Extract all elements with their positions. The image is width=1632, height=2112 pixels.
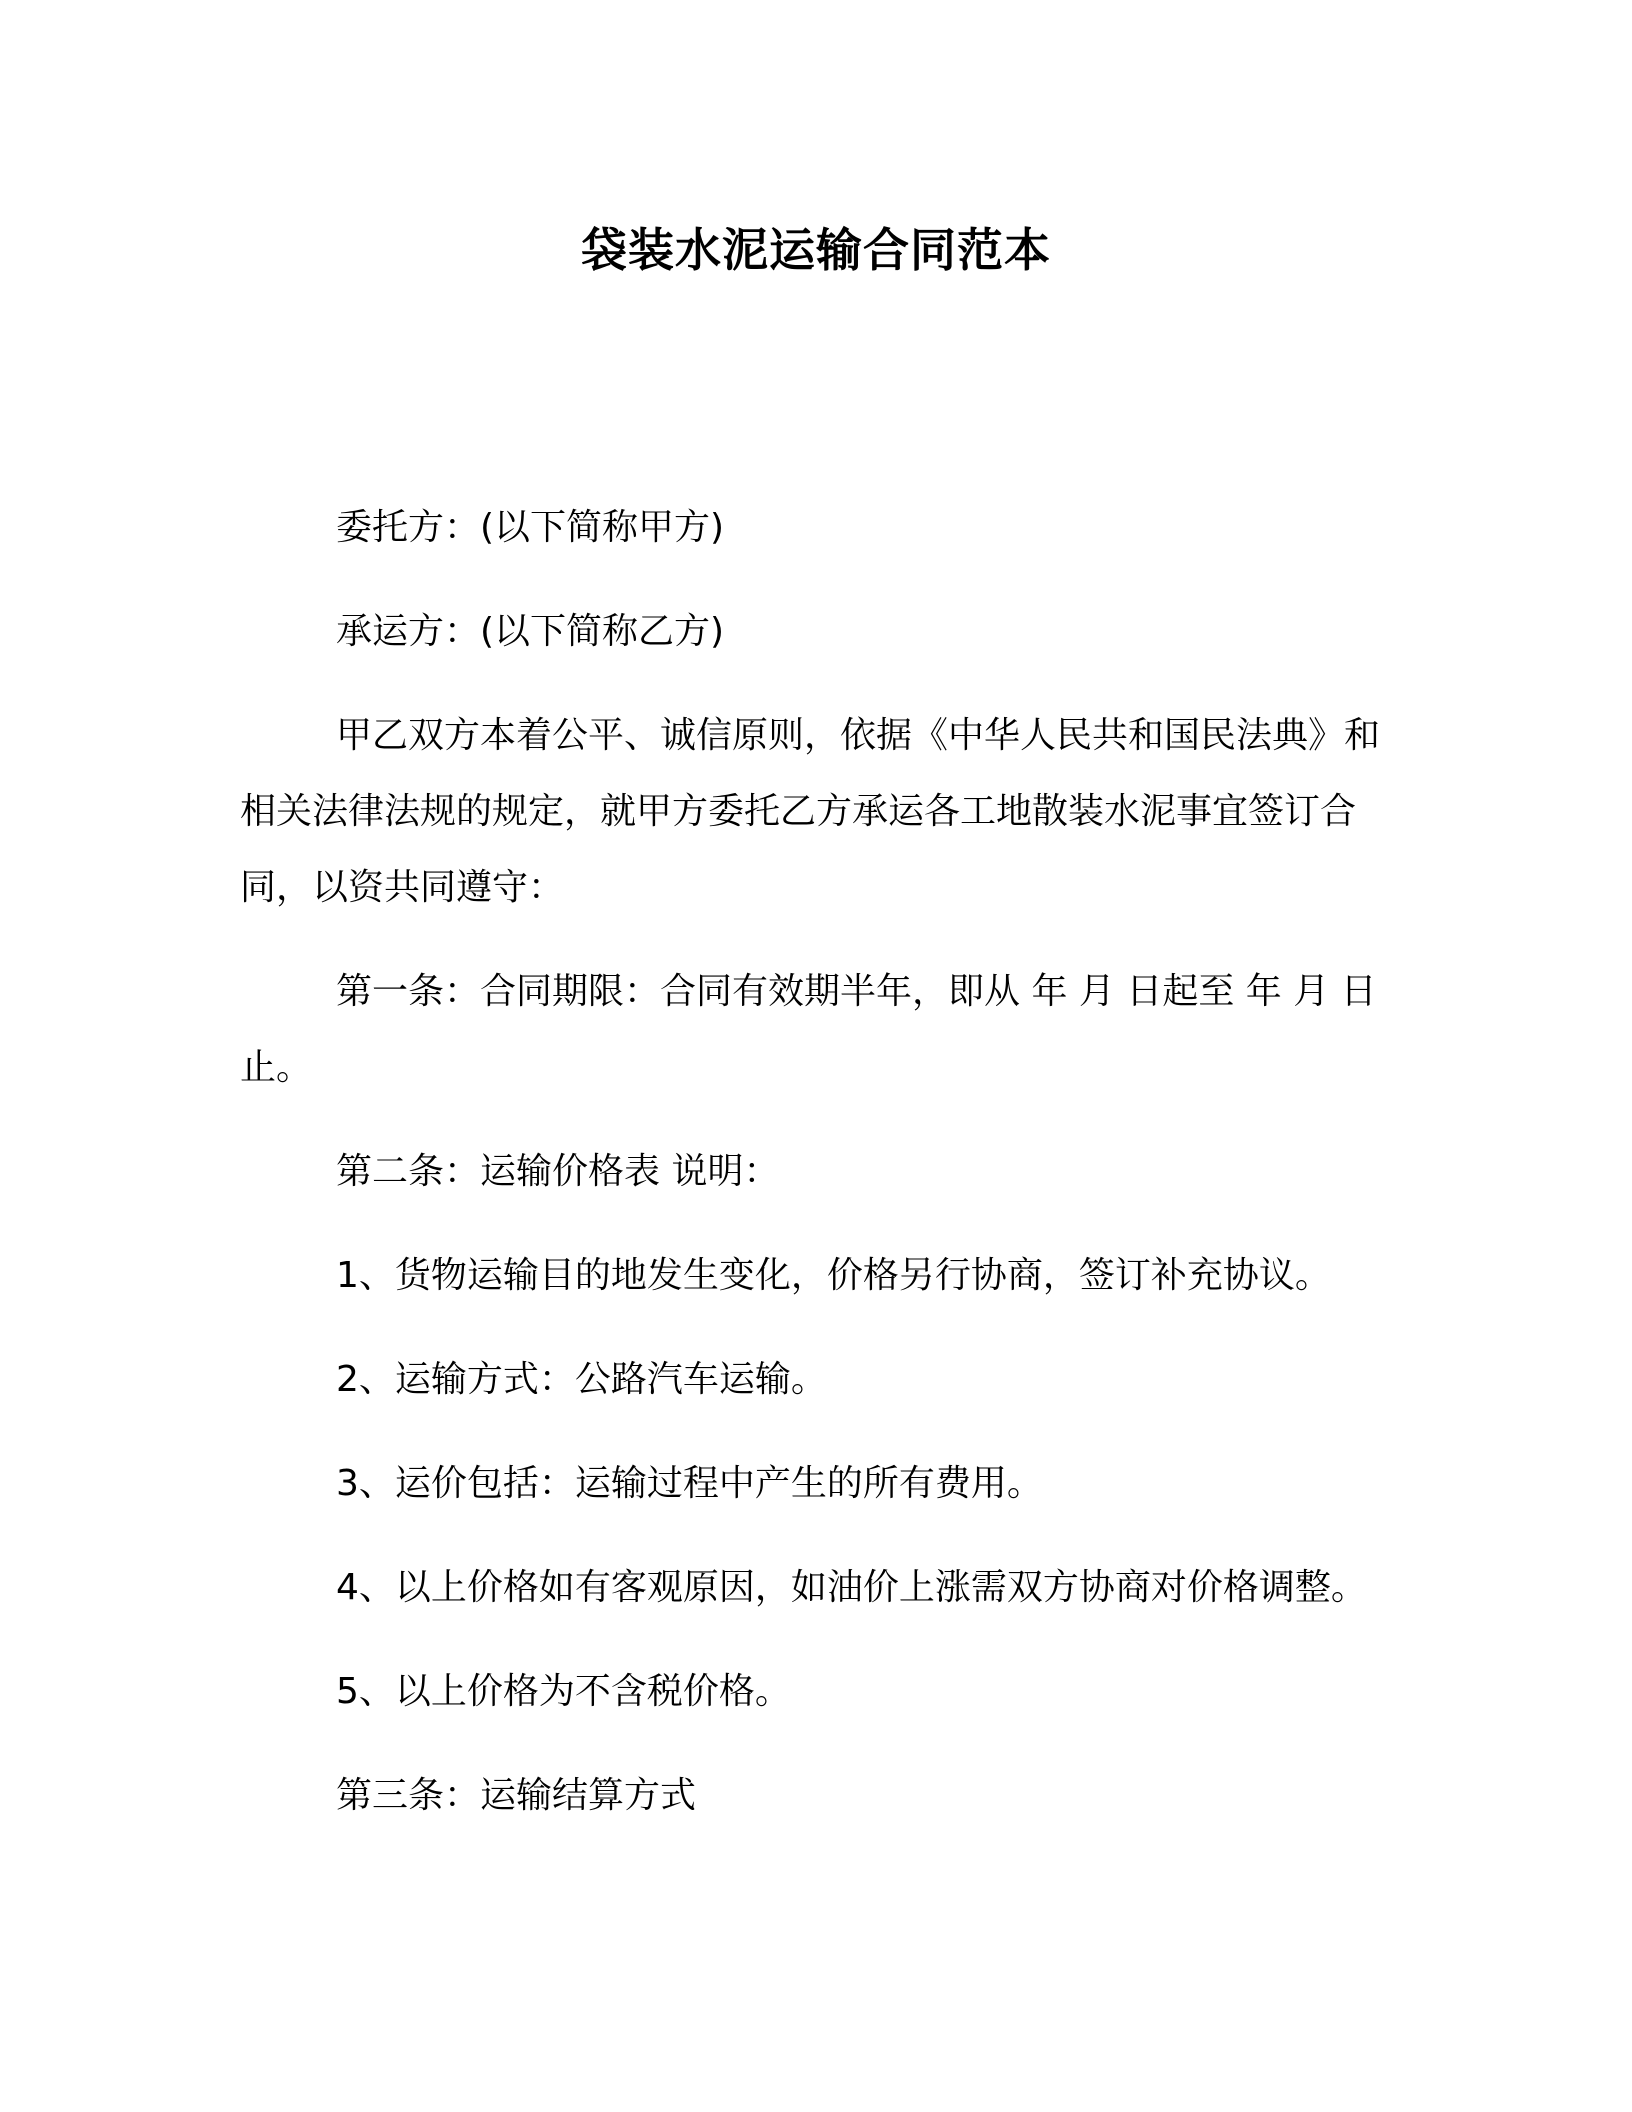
paragraph-note-3: 3、运价包括：运输过程中产生的所有费用。: [336, 1463, 1043, 1504]
paragraph-note-2: 2、运输方式：公路汽车运输。: [336, 1359, 827, 1400]
paragraph-preamble: 甲乙双方本着公平、诚信原则，依据《中华人民共和国民法典》和相关法律法规的规定，就甲方委托乙方承运各工地散装水泥事宜签订合同，以资共同遵守：: [240, 715, 1381, 908]
paragraph-article-2: 第二条：运输价格表 说明：: [336, 1151, 780, 1192]
paragraph-carrier: 承运方：(以下简称乙方): [336, 611, 725, 652]
paragraph-note-1: 1、货物运输目的地发生变化，价格另行协商，签订补充协议。: [336, 1255, 1331, 1296]
paragraph-note-4: 4、以上价格如有客观原因，如油价上涨需双方协商对价格调整。: [336, 1567, 1367, 1608]
document-body: [240, 490, 1390, 1862]
paragraph-consignor: 委托方：(以下简称甲方): [336, 507, 725, 548]
document-title: 袋装水泥运输合同范本: [581, 223, 1051, 277]
paragraph-article-1: 第一条：合同期限：合同有效期半年，即从 年 月 日起至 年 月 日止。: [240, 971, 1377, 1088]
paragraph-article-3: 第三条：运输结算方式: [336, 1775, 697, 1816]
paragraph-note-5: 5、以上价格为不含税价格。: [336, 1671, 791, 1712]
